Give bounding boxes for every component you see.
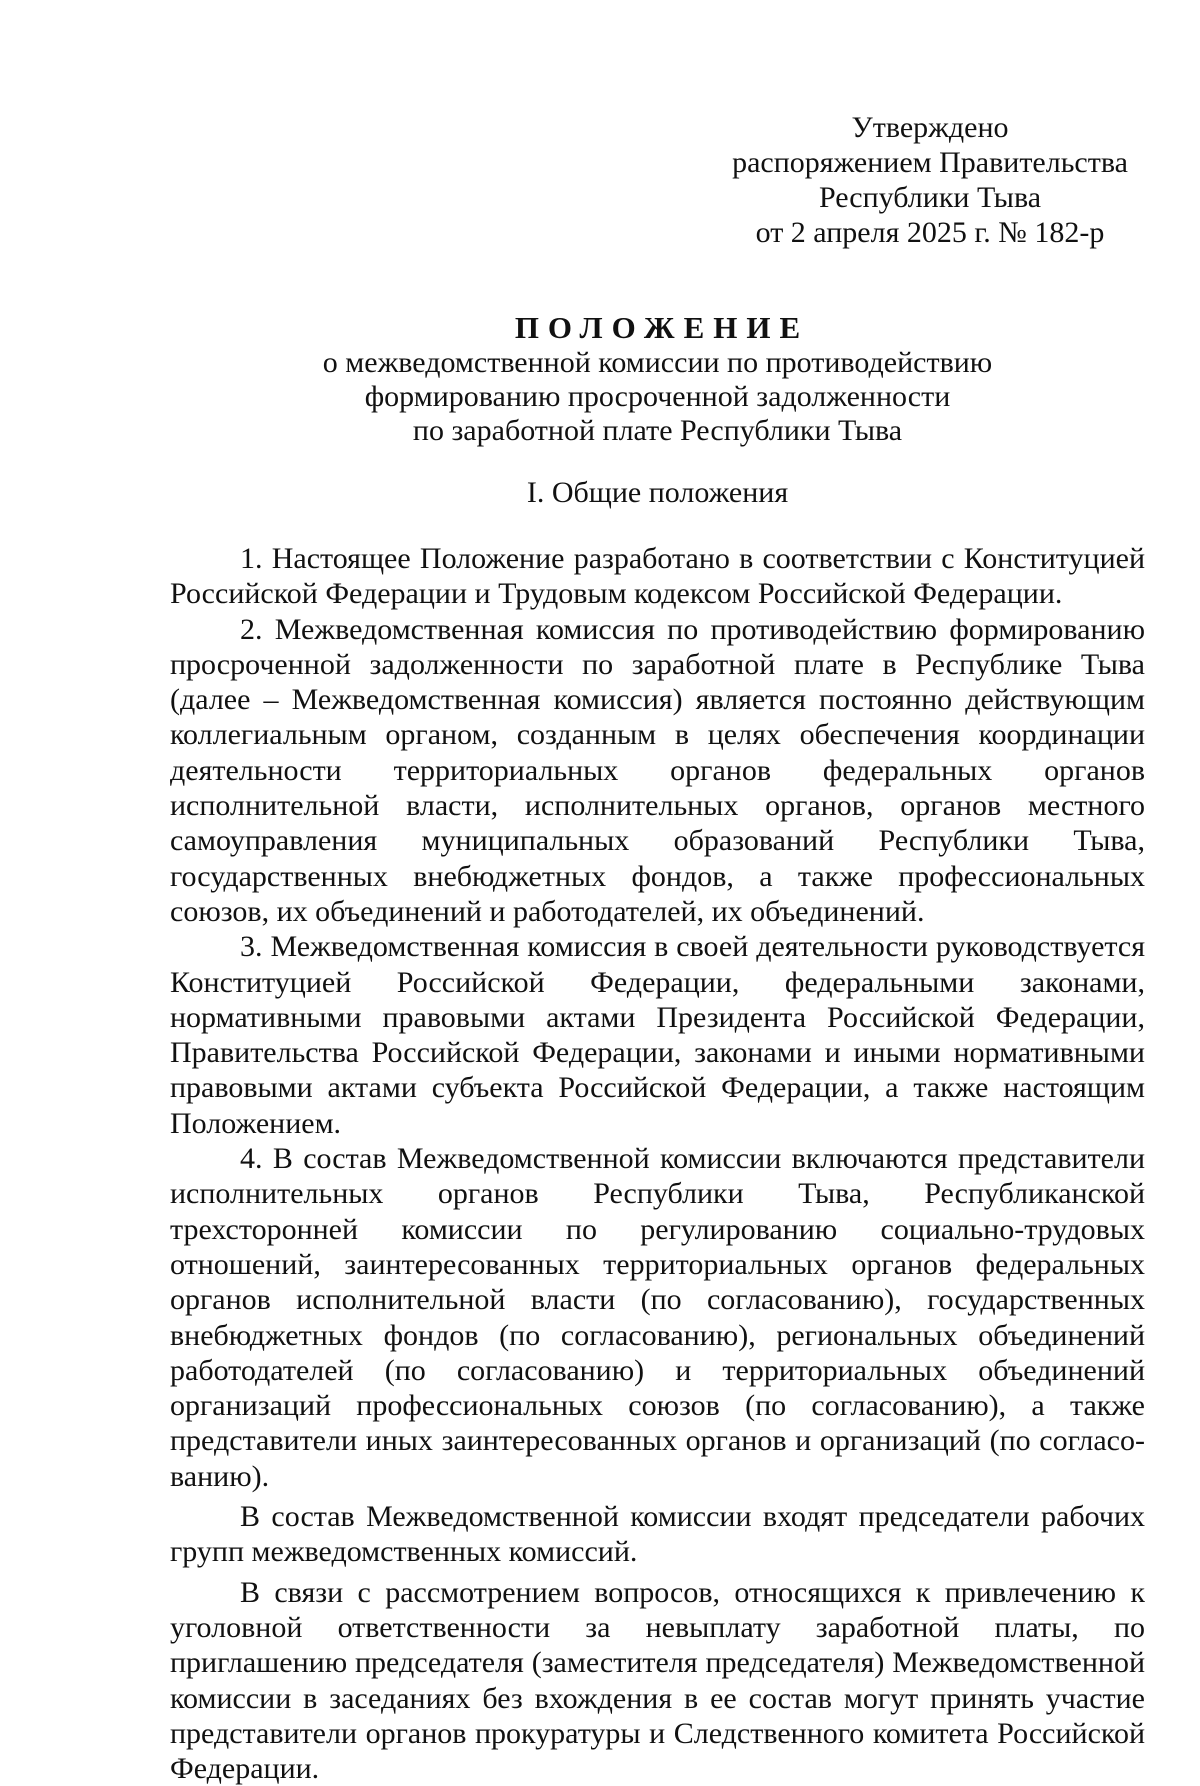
approval-stamp-block <box>720 110 1140 250</box>
document-title: ПОЛОЖЕНИЕ <box>514 310 810 345</box>
paragraph-4-composition: В состав Межведомственной комиссии входят председатели рабочих групп межведомственных комиссий. <box>170 1500 1145 1569</box>
subtitle-line-2: формированию просроченной задолженности <box>364 380 951 413</box>
section-heading-general: I. Общие положения <box>526 476 789 509</box>
approval-line-order: распоряжением Правительства <box>732 146 1128 179</box>
document-title-block <box>170 310 1145 448</box>
paragraph-4: 4. В состав Межведомственной комиссии включаются представители исполнительных органов Республики Тыва, Республиканской трехсторонней комиссии по регулированию социально-трудовых отношений, заинтересованных территориальных органов федеральных органов исполнительной власти (по согласованию), государственных внебюджетных фондов (по согласованию), региональных объединений работодателей (по согласованию) и территориальных объединений организаций профессиональных союзов (по согласованию), а также представители иных заинтересованных органов и организаций (по согласованию). <box>170 1142 1145 1493</box>
approval-line-approved: Утверждено <box>851 111 1009 144</box>
paragraph-3: 3. Межведомственная комиссия в своей деятельности руководствуется Конституцией Российской Федерации, федеральными законами, нормативными правовыми актами Президента Российской Федерации, Правительства Российской Федерации, законами и иными нормативными правовыми актами субъекта Российской Федерации, а также настоящим Положением. <box>170 930 1145 1140</box>
paragraph-2: 2. Межведомственная комиссия по противодействию формированию просроченной задолженности по заработной плате в Республике Тыва (далее – Межведомственная комиссия) является постоянно действующим коллегиальным органом, созданным в целях обеспечения координации деятельности территориальных органов федеральных органов исполнительной власти, исполнительных органов, органов местного самоуправления муниципальных образований Республики Тыва, государственных внебюджетных фондов, а также профессиональных союзов, их объединений и работодателей, их объединений. <box>170 612 1145 928</box>
approval-line-republic: Республики Тыва <box>818 181 1042 214</box>
subtitle-line-3: по заработной плате Республики Тыва <box>412 414 903 447</box>
paragraph-1: 1. Настоящее Положение разработано в соответствии с Конституцией Российской Федерации и Трудовым кодексом Российской Федерации. <box>170 542 1145 611</box>
approval-line-date-number: от 2 апреля 2025 г. № 182-р <box>755 216 1105 249</box>
document-body <box>170 541 1145 1786</box>
subtitle-line-1: о межведомственной комиссии по противодействию <box>322 346 993 379</box>
document-subtitle <box>170 346 1145 448</box>
paragraph-4-prosecution: В связи с рассмотрением вопросов, относящихся к привлечению к уголовной ответственности за невыплату заработной платы, по приглашению председателя (заместителя председателя) Межведомственной комиссии в заседаниях без вхождения в ее состав могут принять участие представители органов прокуратуры и Следственного комитета Российской Федерации. <box>170 1575 1145 1786</box>
